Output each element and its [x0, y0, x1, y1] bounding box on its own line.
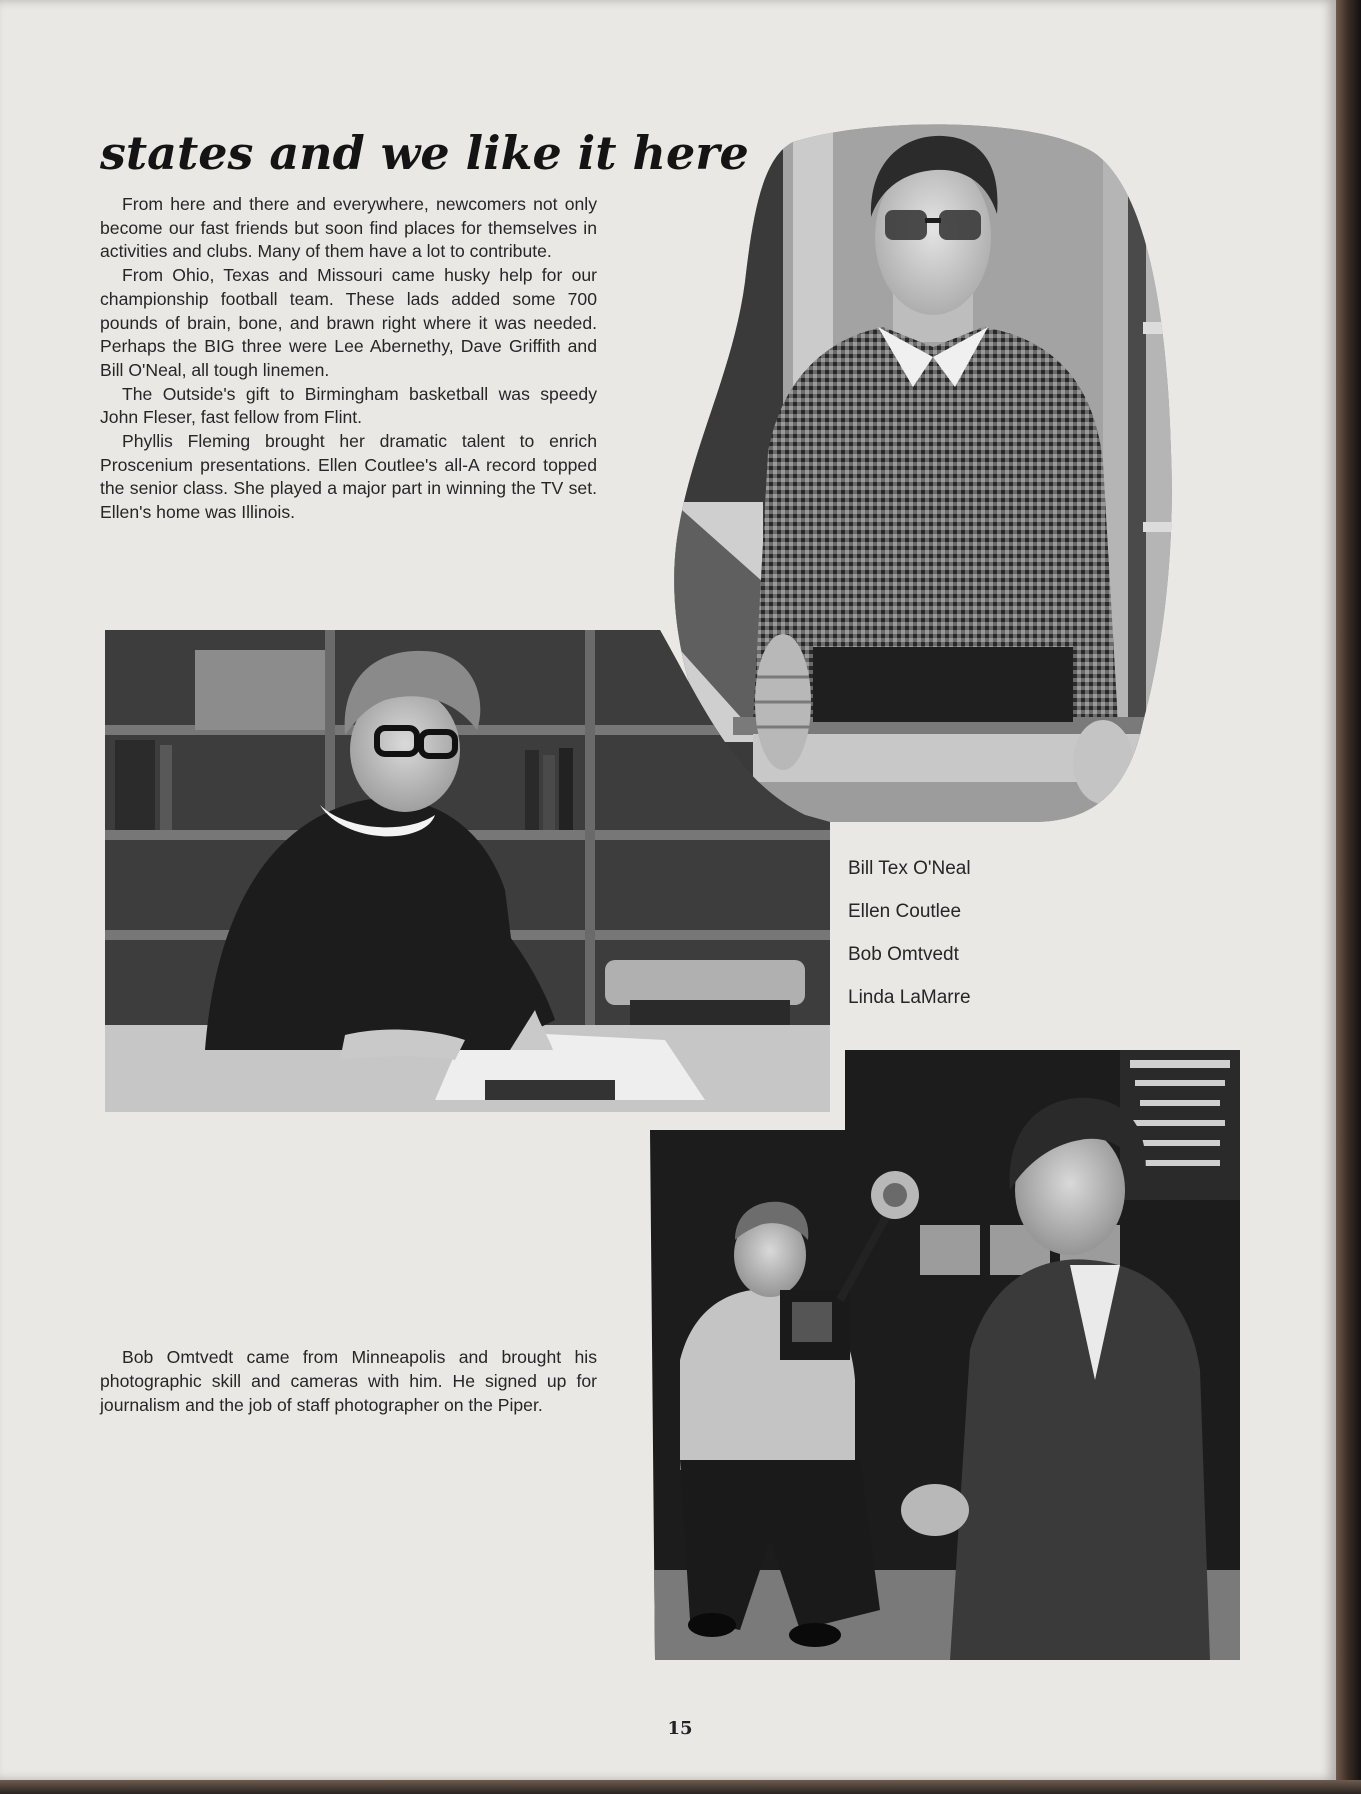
name-ellen-coutlee: Ellen Coutlee: [848, 901, 962, 922]
name-bob-omtvedt: Bob Omtvedt: [848, 944, 959, 965]
body-text: [100, 193, 597, 525]
name-linda-lamarre: Linda LaMarre: [848, 987, 971, 1008]
bob-caption: [100, 1345, 597, 1417]
page-heading: states and we like it here: [100, 126, 749, 180]
photo-bob-and-linda: [650, 1050, 1240, 1660]
binding-edge: [1336, 0, 1361, 1794]
paragraph-newcomers: From here and there and everywhere, newcomers not only become our fast friends but soon find places for themselves in activities and clubs. Many of them have a lot to contribute.: [100, 194, 597, 262]
bottom-edge: [0, 1780, 1361, 1794]
photo-names: [848, 854, 971, 1026]
paragraph-football: From Ohio, Texas and Missouri came husky help for our championship football team. These lads added some 700 pounds of brain, bone, and brawn right where it was needed. Perhaps the BIG three were Lee Abernethy, Dave Griffith and Bill O'Neal, all tough linemen.: [100, 265, 597, 380]
bob-caption-text: Bob Omtvedt came from Minneapolis and brought his photographic skill and cameras with him. He signed up for journalism and the job of staff photographer on the Piper.: [100, 1347, 597, 1415]
name-bill-oneal: Bill Tex O'Neal: [848, 858, 971, 879]
paragraph-basketball: The Outside's gift to Birmingham basketball was speedy John Fleser, fast fellow from Flint.: [100, 383, 597, 428]
page-number: 15: [667, 1718, 693, 1739]
photo-ellen-coutlee: [105, 630, 830, 1112]
paragraph-drama: Phyllis Fleming brought her dramatic talent to enrich Proscenium presentations. Ellen Coutlee's all-A record topped the senior class. She played a major part in winning the TV set. Ellen's home was Illinois.: [100, 431, 597, 523]
